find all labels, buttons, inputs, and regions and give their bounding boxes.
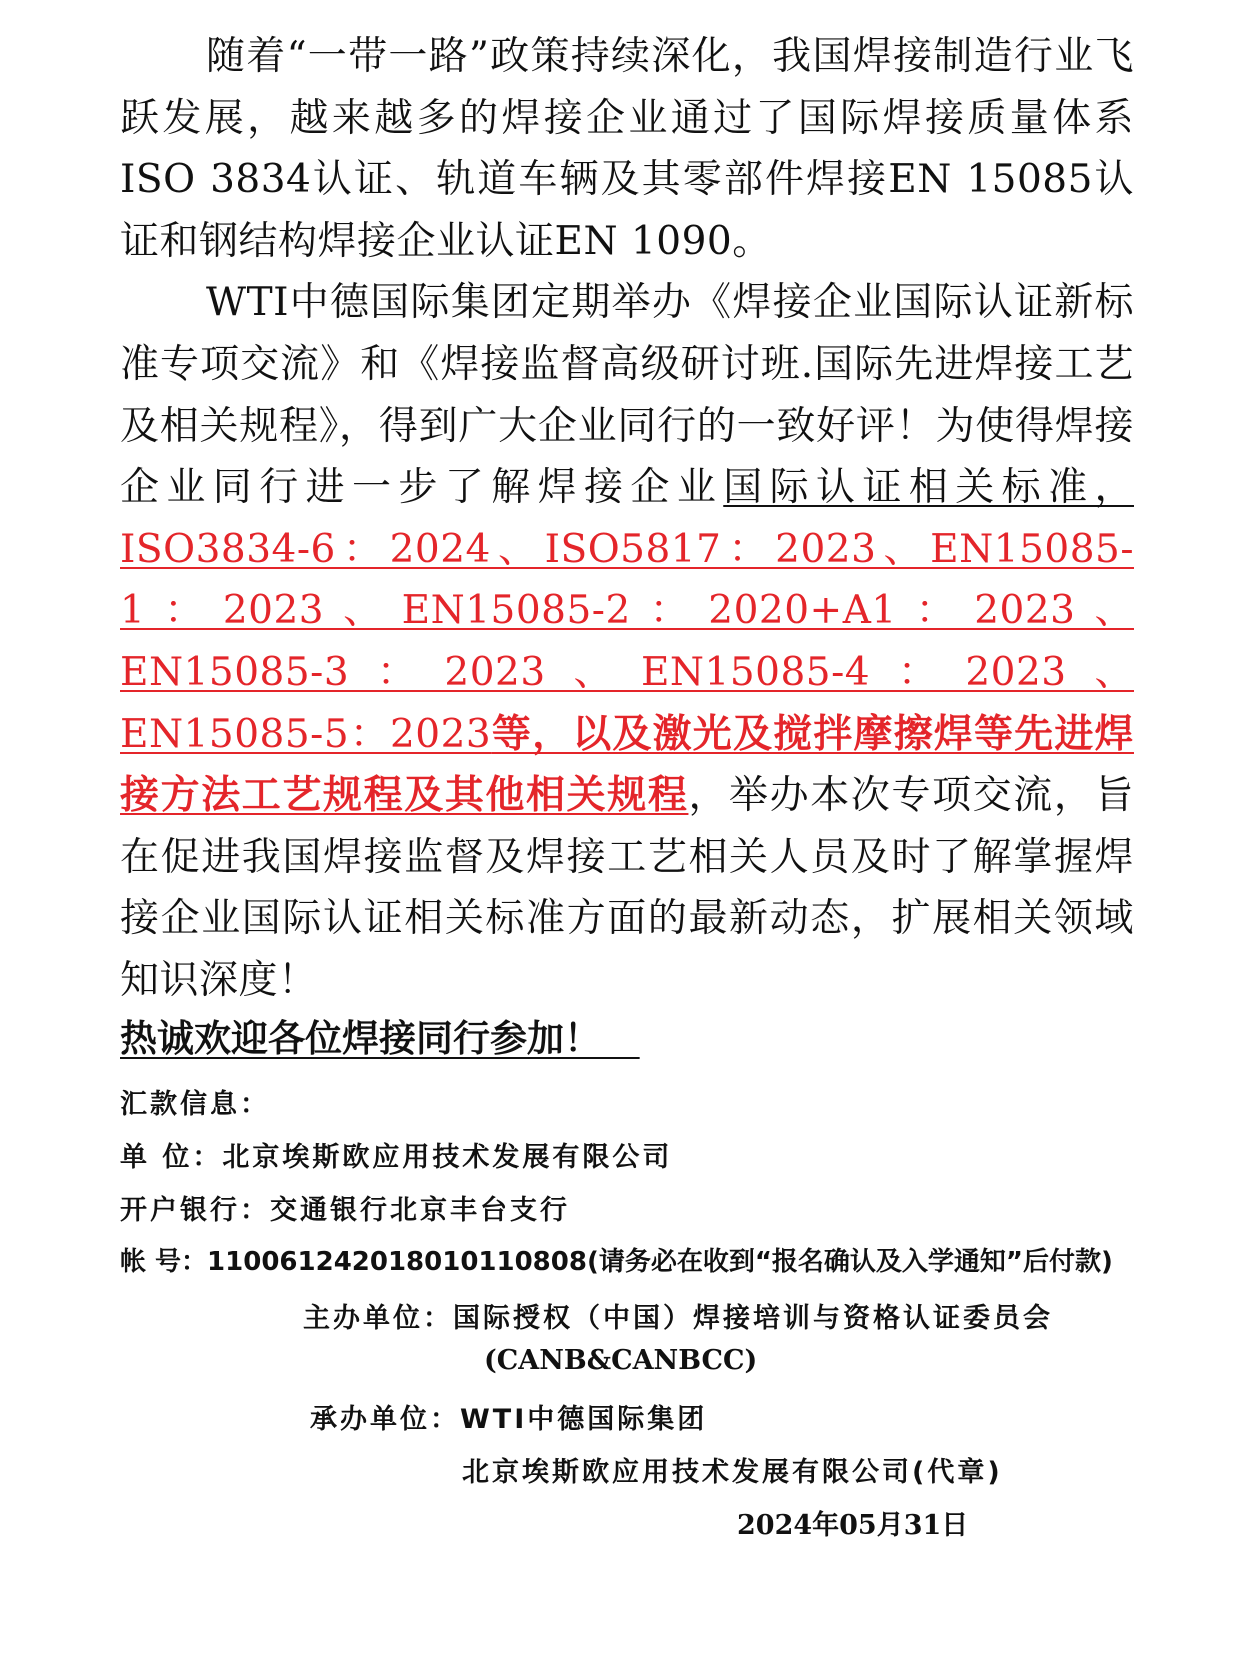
body-text xyxy=(120,26,1134,1012)
host-organizer: 主办单位：国际授权（中国）焊接培训与资格认证委员会 xyxy=(303,1303,1053,1334)
welcome-heading: 热诚欢迎各位焊接同行参加！ xyxy=(120,1017,601,1060)
standards-lead-text: 国际认证相关标准， xyxy=(723,465,1134,511)
host-organizer-abbr: (CANB&CANBCC) xyxy=(484,1345,758,1376)
remittance-account: 帐 号：110061242018010110808(请务必在收到“报名确认及入学通知”后付款) xyxy=(120,1247,1113,1277)
co-host-agent: 北京埃斯欧应用技术发展有限公司(代章) xyxy=(462,1457,1003,1488)
co-host-organizer: 承办单位：WTI中德国际集团 xyxy=(310,1404,708,1435)
advanced-process-text: 等，以及激光及搅拌摩擦焊等先进焊接方法工艺规程及其他相关规程 xyxy=(120,710,1134,819)
paragraph-intro: 随着“一带一路”政策持续深化，我国焊接制造行业飞跃发展，越来越多的焊接企业通过了国际焊接质量体系ISO 3834认证、轨道车辆及其零部件焊接EN 15085认证和钢结构焊接企业认证EN 1090。 xyxy=(120,34,1134,264)
remittance-unit: 单 位：北京埃斯欧应用技术发展有限公司 xyxy=(120,1142,673,1173)
standards-list: ISO3834-6：2024、ISO5817：2023、EN15085-1：2023、EN15085-2：2020+A1：2023、EN15085-3：2023、EN15085-4：2023、EN15085-5：2023 xyxy=(120,526,1134,757)
remittance-heading: 汇款信息： xyxy=(120,1089,270,1120)
paragraph-event xyxy=(120,272,1134,1011)
document-date: 2024年05月31日 xyxy=(737,1510,969,1541)
event-intro-text: WTI中德国际集团定期举办《焊接企业国际认证新标准专项交流》和《焊接监督高级研讨班.国际先进焊接工艺及相关规程》，得到广大企业同行的一致好评！为使得焊接企业同行进一步了解焊接企业 xyxy=(120,280,1134,511)
remittance-bank: 开户银行：交通银行北京丰台支行 xyxy=(120,1195,570,1226)
event-outro-text: ，举办本次专项交流，旨在促进我国焊接监督及焊接工艺相关人员及时了解掌握焊接企业国际认证相关标准方面的最新动态，扩展相关领域知识深度！ xyxy=(120,773,1134,1003)
